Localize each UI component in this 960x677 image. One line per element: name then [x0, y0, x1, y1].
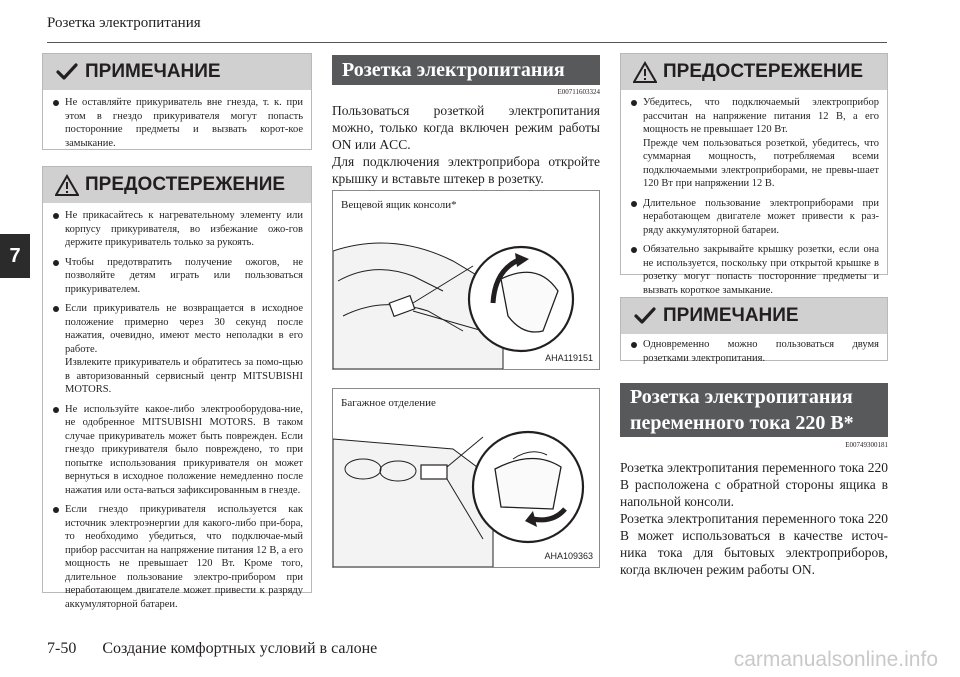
- header-divider: [47, 42, 887, 43]
- section-code: E00749300181: [845, 441, 888, 449]
- pencil-icon: [55, 61, 79, 83]
- note-heading: [43, 54, 311, 90]
- list-item: Если прикуриватель не возвращается в исходное положение примерно через 30 секунд после нажатия, очевидно, имеют место неполадки в его работе. Извлеките прикуриватель и обратитесь за помо-щью в авторизованный сервисный центр MITSUBISHI MOTORS.: [51, 302, 303, 397]
- warning-triangle-icon: [633, 61, 657, 83]
- warning-heading-text: ПРЕДОСТЕРЕЖЕНИЕ: [663, 61, 864, 82]
- list-item: Обязательно закрывайте крышку розетки, если она не используется, поскольку при открытой крышке в розетку могут попасть посторонние предметы и вызвать короткое замыкание.: [629, 243, 879, 297]
- warning-heading-text: ПРЕДОСТЕРЕЖЕНИЕ: [85, 174, 286, 195]
- page-header-title: Розетка электропитания: [47, 15, 201, 31]
- list-item: Не прикасайтесь к нагревательному элементу или корпусу прикуривателя, во избежание ожо-гов держите прикуриватель только за рукоять.: [51, 209, 303, 250]
- section-code: E00711603324: [557, 88, 600, 96]
- warning-heading: [43, 167, 311, 203]
- note-heading: [621, 298, 887, 334]
- warning-heading: [621, 54, 887, 90]
- figure-label: Багажное отделение: [341, 397, 436, 409]
- footer-section-title: Создание комфортных условий в салоне: [102, 640, 378, 657]
- figure-luggage-compartment: [332, 388, 600, 568]
- luggage-outlet-illustration: [333, 389, 599, 567]
- warning-box-col1: [42, 166, 312, 610]
- section-paragraph: Пользоваться розеткой электропитания можно, только когда включен режим работы ON или ACC. Для подключения электроприбора откройте крышку и вставьте штекер в розетку.: [332, 103, 600, 186]
- section-paragraph: Розетка электропитания переменного тока 220 В расположена с обратной стороны ящика в напольной консоли. Розетка электропитания переменного тока 220 В может использоваться в качестве источ-ника тока для бытовых электроприборов, когда включен режим работы ON.: [620, 460, 888, 577]
- list-item: Не используйте какое-либо электрооборудова-ние, не одобренное MITSUBISHI MOTORS. В таком случае прикуриватель может быть поврежден. Если гнездо прикуривателя было повреждено, то при попытке использования прикуривателя он может вернуться в исходное положение немедленно после нажатия или оста-ваться зафиксированным в гнезде.: [51, 403, 303, 498]
- list-item: Если гнездо прикуривателя используется как источник электроэнергии для какого-либо при-бора, то необходимо убедиться, что подключае-мый прибор рассчитан на напряжение питания 12 В, а его мощность не превышает 120 Вт. Кроме того, длительное пользование электро-прибором при неработающем двигателе может привести к разряду аккумуляторной батареи.: [51, 503, 303, 611]
- note-heading-text: ПРИМЕЧАНИЕ: [663, 305, 799, 326]
- page-footer: [47, 640, 377, 658]
- list-item: Убедитесь, что подключаемый электроприбор рассчитан на напряжение питания 12 В, а его мощность не превышает 120 Вт. Прежде чем пользоваться розеткой, убедитесь, что суммарная мощность, потребляемая всеми подключаемыми электроприборами, не превы-шает 120 Вт при напряжении 12 В.: [629, 96, 879, 191]
- chapter-tab: 7: [0, 234, 30, 278]
- section-title-line1: Розетка электропитания: [630, 386, 853, 408]
- list-item: Чтобы предотвратить получение ожогов, не позволяйте детям играть или пользоваться прикуривателем.: [51, 256, 303, 297]
- figure-label: Вещевой ящик консоли*: [341, 199, 457, 211]
- list-item: Длительное пользование электроприборами при неработающем двигателе может привести к раз-ряду аккумуляторной батареи.: [629, 197, 879, 238]
- figure-console-box: [332, 190, 600, 370]
- warning-box-col3: [620, 53, 888, 296]
- section-title-bar: [620, 383, 888, 437]
- figure-code: AHA119151: [545, 353, 593, 363]
- section-title-bar: Розетка электропитания: [332, 55, 600, 85]
- list-item: Одновременно можно пользоваться двумя розетками электропитания.: [629, 338, 879, 365]
- section-title-line2: переменного тока 220 В*: [630, 412, 854, 434]
- watermark: carmanualsonline.info: [733, 648, 938, 671]
- note-box-col1: [42, 53, 312, 150]
- page-number: 7-50: [47, 640, 77, 657]
- figure-code: AHA109363: [544, 551, 593, 561]
- note-heading-text: ПРИМЕЧАНИЕ: [85, 61, 221, 82]
- pencil-icon: [633, 305, 657, 327]
- list-item: Не оставляйте прикуриватель вне гнезда, т. к. при этом в гнездо прикуривателя могут попасть посторонние предметы и вызвать корот-кое замыкание.: [51, 96, 303, 150]
- warning-triangle-icon: [55, 174, 79, 196]
- note-box-col3: [620, 297, 888, 364]
- console-outlet-illustration: [333, 191, 599, 369]
